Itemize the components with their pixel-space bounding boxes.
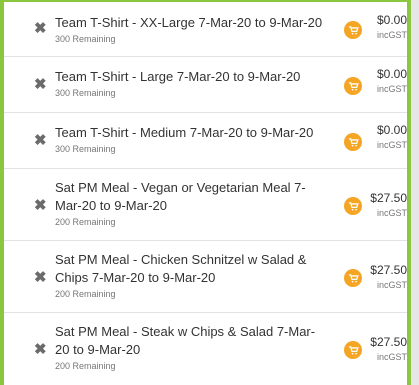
item-tax-label: incGST (376, 280, 407, 290)
add-to-cart-1-cart-icon[interactable] (344, 77, 362, 95)
item-remaining: 200 Remaining (55, 361, 116, 371)
item-title: Sat PM Meal - Chicken Schnitzel w Salad & Chips 7-Mar-20 to 9-Mar-20 (55, 252, 307, 285)
list-item (4, 169, 407, 241)
remove-item-1-close-icon[interactable]: ✖ (34, 76, 47, 93)
item-price: $27.50 (370, 191, 407, 205)
item-remaining: 300 Remaining (55, 144, 116, 154)
list-item (4, 313, 407, 385)
item-tax-label: incGST (376, 30, 407, 40)
item-title: Sat PM Meal - Vegan or Vegetarian Meal 7-Mar-20 to 9-Mar-20 (55, 180, 306, 213)
item-remaining: 200 Remaining (55, 217, 116, 227)
item-remaining: 300 Remaining (55, 88, 116, 98)
remove-item-3-close-icon[interactable]: ✖ (34, 197, 47, 214)
remove-item-0-close-icon[interactable]: ✖ (34, 20, 47, 37)
item-info (55, 14, 325, 45)
add-to-cart-2-cart-icon[interactable] (344, 133, 362, 151)
add-to-cart-5-cart-icon[interactable] (344, 341, 362, 359)
item-info (55, 179, 325, 228)
item-price: $0.00 (376, 13, 407, 27)
item-tax-label: incGST (376, 208, 407, 218)
item-tax-label: incGST (376, 140, 407, 150)
item-tax-label: incGST (376, 352, 407, 362)
add-to-cart-3-cart-icon[interactable] (344, 197, 362, 215)
list-item (4, 57, 407, 113)
item-info (55, 124, 325, 155)
item-list (4, 2, 407, 385)
item-title: Sat PM Meal - Steak w Chips & Salad 7-Mar-20 to 9-Mar-20 (55, 324, 316, 357)
item-price: $27.50 (370, 335, 407, 349)
item-info (55, 323, 325, 372)
list-item (4, 113, 407, 169)
item-title: Team T-Shirt - XX-Large 7-Mar-20 to 9-Mar-20 (55, 15, 323, 30)
item-tax-label: incGST (376, 84, 407, 94)
remove-item-4-close-icon[interactable]: ✖ (34, 269, 47, 286)
item-remaining: 200 Remaining (55, 289, 116, 299)
list-item (4, 241, 407, 313)
add-to-cart-4-cart-icon[interactable] (344, 269, 362, 287)
item-price: $0.00 (376, 67, 407, 81)
list-item (4, 2, 407, 57)
add-to-cart-0-cart-icon[interactable] (344, 21, 362, 39)
scrollbar-track[interactable] (411, 0, 419, 385)
item-title: Team T-Shirt - Large 7-Mar-20 to 9-Mar-20 (55, 69, 301, 84)
remove-item-5-close-icon[interactable]: ✖ (34, 341, 47, 358)
item-price: $0.00 (376, 123, 407, 137)
item-info (55, 251, 325, 300)
item-price: $27.50 (370, 263, 407, 277)
item-info (55, 68, 325, 99)
remove-item-2-close-icon[interactable]: ✖ (34, 132, 47, 149)
item-title: Team T-Shirt - Medium 7-Mar-20 to 9-Mar-20 (55, 125, 314, 140)
item-remaining: 300 Remaining (55, 34, 116, 44)
